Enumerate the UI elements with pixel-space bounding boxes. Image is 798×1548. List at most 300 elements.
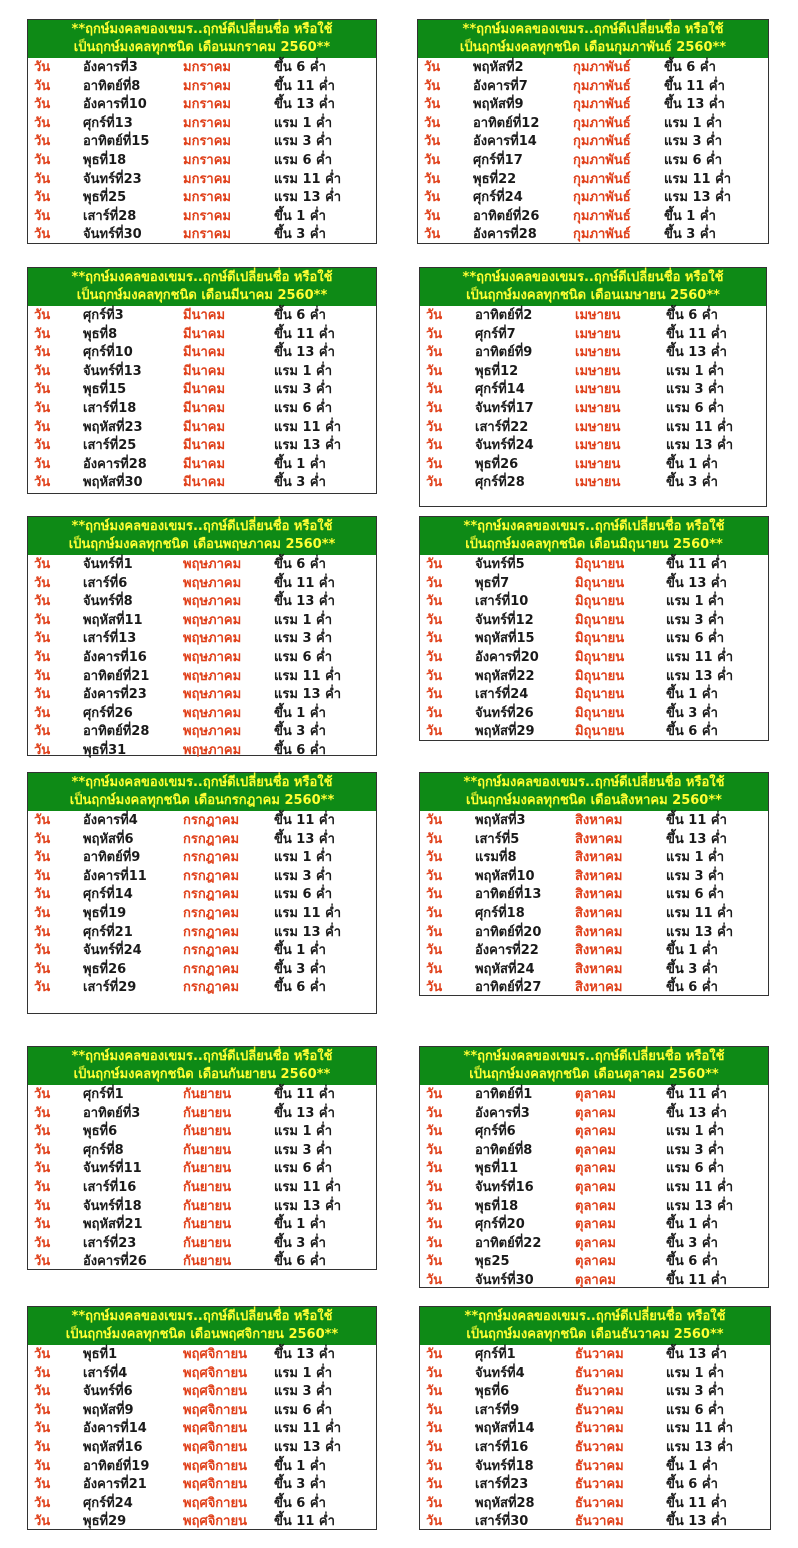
day-word: วัน — [426, 924, 443, 940]
day-date: จันทร์ที่12 — [475, 612, 534, 628]
day-word: วัน — [34, 557, 51, 572]
date-row — [418, 115, 768, 134]
date-list — [420, 1345, 770, 1532]
day-word: วัน — [426, 1254, 443, 1270]
day-date: จันทร์ที่18 — [83, 1198, 142, 1214]
day-date: พุธที่31 — [83, 742, 127, 758]
header-line-2: เป็นฤกษ์มงคลทุกชนิด เดือนพฤศจิกายน 2560** — [65, 1327, 339, 1342]
lunar-phase: ขึ้น 13 ค่ำ — [274, 97, 335, 113]
date-row — [28, 812, 376, 831]
day-date: พฤหัสที่24 — [475, 961, 535, 977]
day-date: อังคารที่10 — [83, 97, 147, 113]
day-date: ศุกร์ที่18 — [475, 905, 525, 921]
date-row — [420, 1346, 770, 1365]
day-word: วัน — [426, 1402, 443, 1418]
date-row — [28, 849, 376, 868]
day-word: วัน — [34, 1124, 51, 1140]
lunar-phase: ขึ้น 11 ค่ำ — [274, 813, 335, 828]
lunar-phase: แรม 11 ค่ำ — [274, 1421, 342, 1437]
month-name: กรกฎาคม — [183, 961, 240, 977]
month-name: มิถุนายน — [575, 668, 625, 684]
day-word: วัน — [34, 1161, 51, 1177]
date-row — [28, 115, 376, 134]
day-date: อังคารที่7 — [473, 78, 528, 94]
header-line-2: เป็นฤกษ์มงคลทุกชนิด เดือนกุมภาพันธ์ 2560** — [459, 40, 727, 55]
date-list — [418, 58, 768, 245]
day-word: วัน — [426, 400, 443, 416]
lunar-phase: แรม 13 ค่ำ — [274, 1198, 342, 1214]
day-word: วัน — [34, 345, 51, 361]
date-row — [28, 59, 376, 78]
month-header — [420, 268, 766, 306]
day-word: วัน — [426, 1495, 443, 1511]
date-row — [28, 1420, 376, 1439]
lunar-phase: แรม 3 ค่ำ — [666, 382, 725, 398]
day-date: พฤหัสที่15 — [475, 631, 535, 647]
day-word: วัน — [424, 60, 441, 75]
day-word: วัน — [426, 705, 443, 721]
month-name: กรกฎาคม — [183, 850, 240, 866]
month-name: เมษายน — [575, 400, 621, 416]
lunar-phase: ขึ้น 6 ค่ำ — [666, 724, 718, 740]
date-row — [420, 1365, 770, 1384]
date-row — [28, 400, 376, 419]
day-word: วัน — [426, 345, 443, 361]
day-date: อาทิตย์ที่1 — [475, 1087, 533, 1102]
month-name: มีนาคม — [183, 456, 226, 472]
month-name: พฤษภาคม — [183, 631, 242, 647]
header-line-2: เป็นฤกษ์มงคลทุกชนิด เดือนธันวาคม 2560** — [466, 1327, 724, 1342]
date-row — [28, 1253, 376, 1272]
month-name: กรกฎาคม — [183, 924, 240, 940]
lunar-phase: แรม 3 ค่ำ — [274, 1384, 333, 1400]
header-line-2: เป็นฤกษ์มงคลทุกชนิด เดือนกรกฎาคม 2560** — [69, 793, 335, 808]
lunar-phase: ขึ้น 13 ค่ำ — [666, 575, 727, 591]
day-date: จันทร์ที่30 — [475, 1272, 534, 1288]
date-row — [420, 1513, 770, 1532]
month-name: สิงหาคม — [575, 924, 623, 940]
date-row — [420, 723, 768, 742]
header-line-2: เป็นฤกษ์มงคลทุกชนิด เดือนสิงหาคม 2560** — [466, 793, 722, 808]
lunar-phase: แรม 3 ค่ำ — [666, 1384, 725, 1400]
day-date: อาทิตย์ที่15 — [83, 134, 150, 150]
day-date: อังคารที่22 — [475, 943, 539, 959]
lunar-phase: ขึ้น 6 ค่ำ — [666, 1254, 718, 1270]
date-row — [28, 593, 376, 612]
day-date: พุธที่1 — [83, 1347, 118, 1362]
month-name: พฤษภาคม — [183, 594, 242, 610]
month-name: พฤษภาคม — [183, 687, 242, 703]
lunar-phase: แรม 1 ค่ำ — [666, 363, 725, 379]
date-row — [28, 686, 376, 705]
date-row — [420, 1198, 768, 1217]
date-row — [418, 96, 768, 115]
month-name: กรกฎาคม — [183, 905, 240, 921]
lunar-phase: แรม 11 ค่ำ — [666, 649, 734, 665]
day-date: จันทร์ที่5 — [475, 557, 525, 572]
month-name: พฤษภาคม — [183, 705, 242, 721]
day-date: อาทิตย์ที่8 — [83, 78, 141, 94]
month-name: มิถุนายน — [575, 724, 625, 740]
month-name: สิงหาคม — [575, 980, 623, 996]
month-name: เมษายน — [575, 308, 621, 323]
lunar-phase: ขึ้น 6 ค่ำ — [666, 308, 718, 323]
month-name: มีนาคม — [183, 308, 226, 323]
lunar-phase: ขึ้น 1 ค่ำ — [274, 943, 326, 959]
lunar-phase: ขึ้น 3 ค่ำ — [666, 705, 718, 721]
month-name: มีนาคม — [183, 382, 226, 398]
month-name: มกราคม — [183, 97, 231, 113]
month-card — [27, 267, 377, 494]
date-list — [28, 58, 376, 245]
day-date: อังคารที่28 — [473, 227, 537, 243]
day-date: เสาร์ที่28 — [83, 208, 137, 224]
day-date: จันทร์ที่18 — [475, 1458, 534, 1474]
lunar-phase: ขึ้น 1 ค่ำ — [274, 1458, 326, 1474]
date-row — [420, 1160, 768, 1179]
month-name: มกราคม — [183, 134, 231, 150]
day-word: วัน — [34, 905, 51, 921]
day-date: ศุกร์ที่3 — [83, 308, 124, 323]
header-line-1: **ฤกษ์มงคลของเขมร..ฤกษ์ดีเปลี่ยนชื่อ หรือใช้ — [71, 775, 333, 790]
day-word: วัน — [34, 612, 51, 628]
day-word: วัน — [426, 1105, 443, 1121]
day-date: จันทร์ที่26 — [475, 705, 534, 721]
day-word: วัน — [426, 1235, 443, 1251]
month-header — [28, 773, 376, 811]
day-date: อาทิตย์ที่20 — [475, 924, 542, 940]
day-word: วัน — [426, 1198, 443, 1214]
lunar-phase: ขึ้น 6 ค่ำ — [664, 60, 716, 75]
date-row — [28, 886, 376, 905]
day-word: วัน — [426, 308, 443, 323]
date-list — [28, 555, 376, 761]
month-name: กรกฎาคม — [183, 943, 240, 959]
month-name: ธันวาคม — [575, 1365, 624, 1381]
lunar-phase: แรม 1 ค่ำ — [666, 594, 725, 610]
day-date: จันทร์ที่24 — [475, 438, 534, 454]
day-word: วัน — [34, 1495, 51, 1511]
day-date: อาทิตย์ที่22 — [475, 1235, 542, 1251]
month-header — [420, 1047, 768, 1085]
lunar-phase: แรม 1 ค่ำ — [274, 1365, 333, 1381]
day-date: อังคารที่14 — [83, 1421, 147, 1437]
date-row — [28, 1235, 376, 1254]
lunar-phase: แรม 6 ค่ำ — [666, 887, 725, 903]
date-row — [420, 686, 768, 705]
month-name: กุมภาพันธ์ — [573, 78, 631, 94]
day-word: วัน — [424, 171, 441, 187]
day-date: เสาร์ที่6 — [83, 575, 128, 591]
lunar-phase: แรม 1 ค่ำ — [274, 612, 333, 628]
date-row — [28, 1160, 376, 1179]
day-date: อังคารที่11 — [83, 868, 147, 884]
day-word: วัน — [34, 1235, 51, 1251]
lunar-phase: แรม 3 ค่ำ — [274, 1142, 333, 1158]
month-header — [28, 1047, 376, 1085]
date-list — [420, 811, 768, 998]
day-date: อาทิตย์ที่3 — [83, 1105, 141, 1121]
date-row — [420, 630, 768, 649]
day-word: วัน — [426, 382, 443, 398]
day-date: ศุกร์ที่10 — [83, 345, 133, 361]
month-name: มีนาคม — [183, 419, 226, 435]
day-date: เสาร์ที่23 — [83, 1235, 137, 1251]
date-row — [420, 905, 768, 924]
date-row — [28, 208, 376, 227]
lunar-phase: แรม 3 ค่ำ — [664, 134, 723, 150]
day-word: วัน — [426, 1124, 443, 1140]
date-row — [420, 1253, 768, 1272]
day-date: จันทร์ที่24 — [83, 943, 142, 959]
day-word: วัน — [426, 887, 443, 903]
lunar-phase: ขึ้น 13 ค่ำ — [274, 1105, 335, 1121]
date-row — [420, 1235, 768, 1254]
day-word: วัน — [34, 60, 51, 75]
date-row — [28, 1198, 376, 1217]
month-name: กันยายน — [183, 1124, 232, 1140]
day-date: เสาร์ที่10 — [475, 594, 529, 610]
day-date: พุธที่11 — [475, 1161, 519, 1177]
day-word: วัน — [34, 1384, 51, 1400]
header-line-2: เป็นฤกษ์มงคลทุกชนิด เดือนกันยายน 2560** — [73, 1067, 331, 1082]
date-row — [28, 133, 376, 152]
day-word: วัน — [426, 1439, 443, 1455]
day-date: ศุกร์ที่24 — [473, 190, 523, 206]
date-row — [420, 668, 768, 687]
day-date: อังคารที่23 — [83, 687, 147, 703]
day-word: วัน — [426, 438, 443, 454]
day-date: ศุกร์ที่21 — [83, 924, 133, 940]
lunar-phase: แรม 3 ค่ำ — [274, 631, 333, 647]
date-row — [28, 1086, 376, 1105]
date-list — [28, 1085, 376, 1272]
month-name: กุมภาพันธ์ — [573, 115, 631, 131]
month-name: มีนาคม — [183, 400, 226, 416]
day-date: พุธที่6 — [475, 1384, 510, 1400]
day-word: วัน — [34, 887, 51, 903]
day-date: จันทร์ที่8 — [83, 594, 133, 610]
day-word: วัน — [34, 1421, 51, 1437]
month-name: มิถุนายน — [575, 705, 625, 721]
date-row — [418, 208, 768, 227]
date-row — [420, 1105, 768, 1124]
month-name: พฤศจิกายน — [183, 1402, 247, 1418]
lunar-phase: แรม 13 ค่ำ — [666, 924, 734, 940]
day-date: เสาร์ที่16 — [475, 1439, 529, 1455]
day-date: พุธที่22 — [473, 171, 517, 187]
header-line-2: เป็นฤกษ์มงคลทุกชนิด เดือนตุลาคม 2560** — [469, 1067, 719, 1082]
day-word: วัน — [426, 475, 443, 491]
day-word: วัน — [34, 382, 51, 398]
day-word: วัน — [426, 1161, 443, 1177]
lunar-phase: แรม 6 ค่ำ — [274, 649, 333, 665]
day-word: วัน — [426, 831, 443, 847]
day-date: พฤหัสที่3 — [475, 813, 526, 828]
day-word: วัน — [34, 400, 51, 416]
month-name: มกราคม — [183, 190, 231, 206]
lunar-phase: ขึ้น 6 ค่ำ — [274, 980, 326, 996]
day-date: อังคารที่20 — [475, 649, 539, 665]
day-word: วัน — [426, 668, 443, 684]
day-date: อาทิตย์ที่9 — [83, 850, 141, 866]
day-date: อาทิตย์ที่13 — [475, 887, 542, 903]
date-row — [418, 133, 768, 152]
month-name: มีนาคม — [183, 326, 226, 342]
day-word: วัน — [426, 1087, 443, 1102]
lunar-phase: ขึ้น 13 ค่ำ — [666, 1105, 727, 1121]
date-row — [420, 961, 768, 980]
month-name: เมษายน — [575, 345, 621, 361]
date-row — [420, 831, 768, 850]
month-name: กันยายน — [183, 1217, 232, 1233]
lunar-phase: ขึ้น 1 ค่ำ — [666, 943, 718, 959]
lunar-phase: ขึ้น 6 ค่ำ — [274, 1254, 326, 1270]
lunar-phase: ขึ้น 3 ค่ำ — [666, 1235, 718, 1251]
lunar-phase: ขึ้น 13 ค่ำ — [274, 1347, 335, 1362]
day-date: จันทร์ที่30 — [83, 227, 142, 243]
date-row — [28, 1179, 376, 1198]
month-name: มิถุนายน — [575, 575, 625, 591]
day-date: อาทิตย์ที่12 — [473, 115, 540, 131]
date-row — [420, 344, 766, 363]
day-word: วัน — [34, 813, 51, 828]
day-date: พฤหัสที่14 — [475, 1421, 535, 1437]
day-date: ศุกร์ที่7 — [475, 326, 516, 342]
month-name: พฤษภาคม — [183, 612, 242, 628]
lunar-phase: ขึ้น 3 ค่ำ — [666, 475, 718, 491]
day-word: วัน — [34, 326, 51, 342]
day-date: พุธที่26 — [475, 456, 519, 472]
lunar-phase: แรม 1 ค่ำ — [666, 1365, 725, 1381]
day-date: ศุกร์ที่14 — [83, 887, 133, 903]
day-word: วัน — [426, 905, 443, 921]
lunar-phase: แรม 1 ค่ำ — [274, 363, 333, 379]
day-word: วัน — [426, 363, 443, 379]
date-row — [28, 961, 376, 980]
month-name: ตุลาคม — [575, 1272, 616, 1288]
lunar-phase: ขึ้น 6 ค่ำ — [274, 742, 326, 758]
month-name: พฤษภาคม — [183, 557, 242, 572]
month-name: กุมภาพันธ์ — [573, 190, 631, 206]
date-row — [420, 1383, 770, 1402]
date-row — [28, 831, 376, 850]
month-name: พฤษภาคม — [183, 724, 242, 740]
date-row — [420, 942, 768, 961]
month-name: ตุลาคม — [575, 1105, 616, 1121]
month-name: เมษายน — [575, 419, 621, 435]
date-row — [420, 575, 768, 594]
day-word: วัน — [34, 649, 51, 665]
lunar-phase: แรม 6 ค่ำ — [666, 631, 725, 647]
lunar-phase: แรม 6 ค่ำ — [666, 400, 725, 416]
lunar-phase: แรม 1 ค่ำ — [274, 115, 333, 131]
day-date: เสาร์ที่24 — [475, 687, 529, 703]
day-word: วัน — [34, 1365, 51, 1381]
month-name: กรกฎาคม — [183, 831, 240, 847]
date-row — [420, 924, 768, 943]
month-name: มิถุนายน — [575, 557, 625, 572]
date-row — [28, 1383, 376, 1402]
lunar-phase: ขึ้น 3 ค่ำ — [666, 961, 718, 977]
date-row — [420, 1476, 770, 1495]
day-word: วัน — [34, 1142, 51, 1158]
month-card — [419, 772, 769, 996]
month-name: มกราคม — [183, 171, 231, 187]
day-date: พฤหัสที่10 — [475, 868, 535, 884]
month-name: ตุลาคม — [575, 1124, 616, 1140]
header-line-1: **ฤกษ์มงคลของเขมร..ฤกษ์ดีเปลี่ยนชื่อ หรือใช้ — [71, 1049, 333, 1064]
day-date: อาทิตย์ที่26 — [473, 208, 540, 224]
day-date: พุธที่26 — [83, 961, 127, 977]
date-row — [420, 474, 766, 493]
day-date: อังคารที่28 — [83, 456, 147, 472]
day-date: พฤหัสที่16 — [83, 1439, 143, 1455]
date-row — [28, 456, 376, 475]
month-name: สิงหาคม — [575, 868, 623, 884]
date-row — [28, 363, 376, 382]
month-name: มีนาคม — [183, 363, 226, 379]
day-date: แรมที่8 — [475, 850, 517, 866]
lunar-phase: แรม 11 ค่ำ — [666, 1179, 734, 1195]
date-row — [28, 924, 376, 943]
day-word: วัน — [34, 961, 51, 977]
date-row — [28, 1458, 376, 1477]
date-row — [28, 1105, 376, 1124]
month-name: กันยายน — [183, 1087, 232, 1102]
lunar-phase: แรม 3 ค่ำ — [274, 868, 333, 884]
header-line-1: **ฤกษ์มงคลของเขมร..ฤกษ์ดีเปลี่ยนชื่อ หรือใช้ — [71, 519, 333, 534]
lunar-phase: แรม 6 ค่ำ — [664, 152, 723, 168]
day-date: เสาร์ที่25 — [83, 438, 137, 454]
lunar-phase: แรม 3 ค่ำ — [666, 868, 725, 884]
date-row — [418, 171, 768, 190]
date-row — [420, 556, 768, 575]
lunar-phase: ขึ้น 13 ค่ำ — [666, 1347, 727, 1362]
date-row — [420, 1216, 768, 1235]
date-row — [28, 556, 376, 575]
day-word: วัน — [34, 705, 51, 721]
month-name: ธันวาคม — [575, 1402, 624, 1418]
day-date: พฤหัสที่21 — [83, 1217, 143, 1233]
lunar-phase: แรม 13 ค่ำ — [274, 924, 342, 940]
date-row — [28, 979, 376, 998]
month-name: กุมภาพันธ์ — [573, 134, 631, 150]
lunar-phase: แรม 6 ค่ำ — [274, 400, 333, 416]
month-name: เมษายน — [575, 363, 621, 379]
month-name: สิงหาคม — [575, 850, 623, 866]
month-name: มิถุนายน — [575, 594, 625, 610]
date-list — [420, 306, 766, 493]
month-name: ตุลาคม — [575, 1198, 616, 1214]
lunar-phase: ขึ้น 1 ค่ำ — [666, 687, 718, 703]
lunar-phase: แรม 6 ค่ำ — [666, 1161, 725, 1177]
month-name: มกราคม — [183, 227, 231, 243]
lunar-phase: แรม 13 ค่ำ — [274, 190, 342, 206]
date-row — [28, 419, 376, 438]
day-word: วัน — [34, 742, 51, 758]
day-word: วัน — [426, 980, 443, 996]
lunar-phase: ขึ้น 11 ค่ำ — [664, 78, 725, 94]
month-name: ธันวาคม — [575, 1347, 624, 1362]
day-word: วัน — [426, 612, 443, 628]
day-word: วัน — [34, 924, 51, 940]
month-card — [27, 1306, 377, 1530]
lunar-phase: ขึ้น 1 ค่ำ — [666, 1458, 718, 1474]
month-name: กุมภาพันธ์ — [573, 227, 631, 243]
lunar-phase: แรม 11 ค่ำ — [274, 419, 342, 435]
month-name: เมษายน — [575, 475, 621, 491]
